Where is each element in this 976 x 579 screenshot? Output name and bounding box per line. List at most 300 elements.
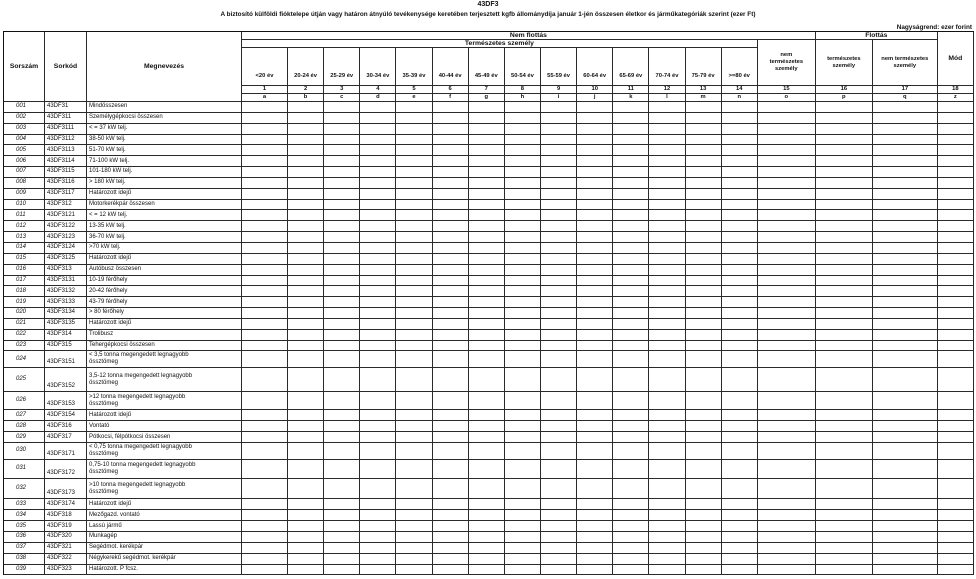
row-megnevezes-text: 13-35 kW telj.	[89, 222, 126, 229]
flottas-termeszetes-value-cell	[816, 189, 873, 200]
age-value-cell	[324, 421, 360, 432]
header-age-group: 25-29 év	[324, 48, 360, 86]
row-sorkod: 43DF3132	[45, 286, 87, 297]
flottas-termeszetes-value-cell	[816, 565, 873, 576]
age-value-cell	[649, 565, 685, 576]
age-value-cell	[324, 102, 360, 113]
flottas-nem-termeszetes-value-cell	[873, 543, 938, 554]
age-value-cell	[613, 156, 649, 167]
flottas-termeszetes-value-cell	[816, 200, 873, 211]
age-value-cell	[324, 319, 360, 330]
age-value-cell	[360, 232, 396, 243]
flottas-termeszetes-value-cell	[816, 124, 873, 135]
flottas-termeszetes-value-cell	[816, 341, 873, 352]
age-value-cell	[541, 368, 577, 392]
age-value-cell	[288, 532, 324, 543]
row-sorszam: 003	[4, 124, 45, 135]
age-value-cell	[396, 554, 432, 565]
row-sorkod: 43DF3117	[45, 189, 87, 200]
age-value-cell	[288, 113, 324, 124]
age-value-cell	[396, 189, 432, 200]
age-value-cell	[577, 308, 613, 319]
row-megnevezes	[87, 145, 242, 156]
header-sorkod: Sorkód	[45, 32, 87, 102]
age-value-cell	[613, 232, 649, 243]
age-value-cell	[649, 308, 685, 319]
age-value-cell	[649, 221, 685, 232]
age-value-cell	[433, 145, 469, 156]
age-value-cell	[433, 297, 469, 308]
age-value-cell	[505, 460, 541, 479]
age-value-cell	[577, 178, 613, 189]
age-value-cell	[686, 510, 722, 521]
age-value-cell	[686, 178, 722, 189]
flottas-nem-termeszetes-value-cell	[873, 124, 938, 135]
age-value-cell	[686, 460, 722, 479]
age-value-cell	[577, 543, 613, 554]
flottas-termeszetes-value-cell	[816, 319, 873, 330]
age-value-cell	[686, 156, 722, 167]
age-value-cell	[242, 432, 288, 443]
mod-value-cell	[938, 410, 974, 421]
age-value-cell	[324, 479, 360, 500]
column-letter: k	[613, 94, 649, 102]
age-value-cell	[360, 554, 396, 565]
age-value-cell	[505, 178, 541, 189]
age-value-cell	[541, 460, 577, 479]
row-sorszam: 017	[4, 276, 45, 287]
age-value-cell	[649, 254, 685, 265]
age-value-cell	[686, 351, 722, 368]
mod-value-cell	[938, 460, 974, 479]
age-value-cell	[360, 410, 396, 421]
nem-termeszetes-value-cell	[758, 265, 816, 276]
age-value-cell	[686, 479, 722, 500]
row-sorkod: 43DF319	[45, 521, 87, 532]
header-nem-termeszetes-szemely-label: nem természetes személy	[769, 52, 804, 72]
age-value-cell	[541, 319, 577, 330]
row-sorkod: 43DF3173	[45, 479, 87, 500]
row-sorkod: 43DF318	[45, 510, 87, 521]
age-value-cell	[613, 178, 649, 189]
age-value-cell	[505, 232, 541, 243]
row-megnevezes	[87, 554, 242, 565]
row-sorszam: 036	[4, 532, 45, 543]
age-value-cell	[360, 330, 396, 341]
mod-value-cell	[938, 167, 974, 178]
column-number: 12	[649, 86, 685, 94]
age-value-cell	[613, 543, 649, 554]
age-value-cell	[469, 221, 505, 232]
mod-value-cell	[938, 521, 974, 532]
nem-termeszetes-value-cell	[758, 113, 816, 124]
column-number: 13	[686, 86, 722, 94]
nem-termeszetes-value-cell	[758, 432, 816, 443]
age-value-cell	[433, 189, 469, 200]
age-value-cell	[396, 265, 432, 276]
nem-termeszetes-value-cell	[758, 330, 816, 341]
age-value-cell	[577, 167, 613, 178]
row-sorszam: 027	[4, 410, 45, 421]
age-value-cell	[577, 319, 613, 330]
age-value-cell	[396, 341, 432, 352]
header-flottas-nem-termeszetes-szemely-label: nem természetes személy	[881, 55, 929, 69]
age-value-cell	[469, 460, 505, 479]
age-value-cell	[577, 368, 613, 392]
nem-termeszetes-value-cell	[758, 189, 816, 200]
age-value-cell	[360, 200, 396, 211]
age-value-cell	[649, 499, 685, 510]
age-value-cell	[288, 167, 324, 178]
age-value-cell	[541, 221, 577, 232]
age-value-cell	[324, 532, 360, 543]
row-sorszam: 021	[4, 319, 45, 330]
row-sorkod: 43DF3121	[45, 210, 87, 221]
age-value-cell	[288, 341, 324, 352]
row-sorkod: 43DF316	[45, 421, 87, 432]
age-value-cell	[396, 330, 432, 341]
flottas-nem-termeszetes-value-cell	[873, 308, 938, 319]
age-value-cell	[649, 232, 685, 243]
age-value-cell	[360, 499, 396, 510]
age-value-cell	[288, 243, 324, 254]
age-value-cell	[686, 276, 722, 287]
age-value-cell	[505, 135, 541, 146]
age-value-cell	[686, 221, 722, 232]
flottas-termeszetes-value-cell	[816, 210, 873, 221]
row-sorszam: 019	[4, 297, 45, 308]
age-value-cell	[577, 460, 613, 479]
flottas-termeszetes-value-cell	[816, 368, 873, 392]
age-value-cell	[396, 124, 432, 135]
row-megnevezes	[87, 286, 242, 297]
flottas-termeszetes-value-cell	[816, 510, 873, 521]
header-age-group: 35-39 év	[396, 48, 432, 86]
header-age-group: 30-34 év	[360, 48, 396, 86]
nem-termeszetes-value-cell	[758, 102, 816, 113]
age-value-cell	[686, 565, 722, 576]
age-value-cell	[469, 167, 505, 178]
age-value-cell	[613, 265, 649, 276]
age-value-cell	[324, 510, 360, 521]
row-megnevezes-text: Határozott idejű	[89, 320, 132, 327]
mod-value-cell	[938, 330, 974, 341]
age-value-cell	[722, 102, 758, 113]
age-value-cell	[433, 351, 469, 368]
age-value-cell	[469, 421, 505, 432]
mod-value-cell	[938, 565, 974, 576]
age-value-cell	[433, 254, 469, 265]
age-value-cell	[613, 410, 649, 421]
flottas-nem-termeszetes-value-cell	[873, 102, 938, 113]
age-value-cell	[577, 330, 613, 341]
row-sorszam: 001	[4, 102, 45, 113]
flottas-termeszetes-value-cell	[816, 135, 873, 146]
age-value-cell	[288, 330, 324, 341]
age-value-cell	[649, 532, 685, 543]
age-value-cell	[360, 421, 396, 432]
row-sorkod: 43DF3154	[45, 410, 87, 421]
age-value-cell	[242, 210, 288, 221]
flottas-nem-termeszetes-value-cell	[873, 113, 938, 124]
age-value-cell	[324, 156, 360, 167]
age-value-cell	[433, 200, 469, 211]
mod-value-cell	[938, 479, 974, 500]
age-value-cell	[288, 200, 324, 211]
age-value-cell	[649, 167, 685, 178]
age-value-cell	[686, 330, 722, 341]
row-sorszam: 009	[4, 189, 45, 200]
nem-termeszetes-value-cell	[758, 124, 816, 135]
age-value-cell	[541, 421, 577, 432]
age-value-cell	[649, 243, 685, 254]
age-value-cell	[541, 479, 577, 500]
age-value-cell	[686, 210, 722, 221]
mod-value-cell	[938, 286, 974, 297]
flottas-nem-termeszetes-value-cell	[873, 410, 938, 421]
age-value-cell	[577, 510, 613, 521]
age-value-cell	[613, 243, 649, 254]
row-megnevezes-text: Motorkerékpár összesen	[89, 201, 155, 208]
row-sorszam: 004	[4, 135, 45, 146]
mod-value-cell	[938, 178, 974, 189]
row-sorszam: 008	[4, 178, 45, 189]
age-value-cell	[288, 410, 324, 421]
age-value-cell	[242, 135, 288, 146]
age-value-cell	[288, 254, 324, 265]
age-value-cell	[469, 565, 505, 576]
row-sorkod: 43DF3172	[45, 460, 87, 479]
header-age-group: 40-44 év	[433, 48, 469, 86]
age-value-cell	[242, 124, 288, 135]
age-value-cell	[613, 276, 649, 287]
age-value-cell	[360, 521, 396, 532]
header-nem-flottas: Nem flottás	[242, 32, 816, 40]
row-sorkod: 43DF314	[45, 330, 87, 341]
age-value-cell	[288, 479, 324, 500]
age-value-cell	[649, 554, 685, 565]
age-value-cell	[242, 330, 288, 341]
age-value-cell	[469, 479, 505, 500]
age-value-cell	[324, 210, 360, 221]
age-value-cell	[396, 254, 432, 265]
nem-termeszetes-value-cell	[758, 443, 816, 460]
age-value-cell	[396, 200, 432, 211]
age-value-cell	[433, 479, 469, 500]
age-value-cell	[396, 113, 432, 124]
age-value-cell	[242, 254, 288, 265]
row-megnevezes-text: 71-100 kW telj.	[89, 157, 130, 164]
age-value-cell	[469, 510, 505, 521]
row-sorszam: 013	[4, 232, 45, 243]
flottas-nem-termeszetes-value-cell	[873, 532, 938, 543]
age-value-cell	[541, 145, 577, 156]
age-value-cell	[613, 286, 649, 297]
column-letter: p	[816, 94, 873, 102]
age-value-cell	[469, 521, 505, 532]
flottas-nem-termeszetes-value-cell	[873, 554, 938, 565]
mod-value-cell	[938, 392, 974, 410]
row-sorkod: 43DF3112	[45, 135, 87, 146]
mod-value-cell	[938, 189, 974, 200]
flottas-termeszetes-value-cell	[816, 443, 873, 460]
age-value-cell	[686, 145, 722, 156]
age-value-cell	[577, 200, 613, 211]
age-value-cell	[242, 510, 288, 521]
age-value-cell	[469, 330, 505, 341]
age-value-cell	[242, 421, 288, 432]
flottas-nem-termeszetes-value-cell	[873, 243, 938, 254]
row-megnevezes	[87, 265, 242, 276]
age-value-cell	[242, 341, 288, 352]
age-value-cell	[686, 135, 722, 146]
age-value-cell	[288, 124, 324, 135]
age-value-cell	[242, 102, 288, 113]
age-value-cell	[613, 308, 649, 319]
age-value-cell	[505, 510, 541, 521]
header-age-group: 45-49 év	[469, 48, 505, 86]
age-value-cell	[577, 210, 613, 221]
row-sorkod: 43DF322	[45, 554, 87, 565]
column-letter: h	[505, 94, 541, 102]
age-value-cell	[686, 368, 722, 392]
column-number: 1	[242, 86, 288, 94]
age-value-cell	[686, 521, 722, 532]
age-value-cell	[722, 276, 758, 287]
age-value-cell	[541, 510, 577, 521]
age-value-cell	[505, 286, 541, 297]
flottas-nem-termeszetes-value-cell	[873, 254, 938, 265]
mod-value-cell	[938, 554, 974, 565]
mod-value-cell	[938, 243, 974, 254]
header-age-group: 55-59 év	[541, 48, 577, 86]
column-letter: j	[577, 94, 613, 102]
age-value-cell	[722, 392, 758, 410]
age-value-cell	[433, 421, 469, 432]
age-value-cell	[242, 443, 288, 460]
age-value-cell	[396, 145, 432, 156]
age-value-cell	[469, 232, 505, 243]
mod-value-cell	[938, 510, 974, 521]
age-value-cell	[324, 410, 360, 421]
age-value-cell	[469, 410, 505, 421]
header-age-group: 60-64 év	[577, 48, 613, 86]
column-letter: e	[396, 94, 432, 102]
age-value-cell	[324, 521, 360, 532]
row-sorszam: 016	[4, 265, 45, 276]
row-sorszam: 018	[4, 286, 45, 297]
row-sorkod: 43DF3133	[45, 297, 87, 308]
age-value-cell	[360, 460, 396, 479]
age-value-cell	[288, 319, 324, 330]
age-value-cell	[577, 392, 613, 410]
flottas-termeszetes-value-cell	[816, 145, 873, 156]
age-value-cell	[649, 189, 685, 200]
age-value-cell	[649, 368, 685, 392]
age-value-cell	[396, 351, 432, 368]
row-megnevezes-text: Mindösszesen	[89, 103, 128, 110]
flottas-termeszetes-value-cell	[816, 221, 873, 232]
mod-value-cell	[938, 532, 974, 543]
flottas-nem-termeszetes-value-cell	[873, 479, 938, 500]
age-value-cell	[242, 145, 288, 156]
age-value-cell	[396, 156, 432, 167]
row-megnevezes-text: >12 tonna megengedett legnagyobb össztömeg	[89, 393, 186, 407]
age-value-cell	[396, 135, 432, 146]
row-megnevezes-text: 43-79 férőhely	[89, 298, 128, 305]
age-value-cell	[649, 410, 685, 421]
age-value-cell	[541, 499, 577, 510]
nem-termeszetes-value-cell	[758, 308, 816, 319]
age-value-cell	[577, 113, 613, 124]
flottas-termeszetes-value-cell	[816, 460, 873, 479]
row-megnevezes	[87, 368, 242, 392]
age-value-cell	[722, 308, 758, 319]
age-value-cell	[541, 200, 577, 211]
age-value-cell	[613, 460, 649, 479]
age-value-cell	[505, 243, 541, 254]
age-value-cell	[686, 254, 722, 265]
row-sorkod: 43DF3125	[45, 254, 87, 265]
row-megnevezes	[87, 135, 242, 146]
age-value-cell	[649, 341, 685, 352]
row-megnevezes-text: Segédmot. kerékpár	[89, 544, 144, 551]
row-megnevezes	[87, 189, 242, 200]
mod-value-cell	[938, 145, 974, 156]
age-value-cell	[288, 276, 324, 287]
age-value-cell	[360, 156, 396, 167]
row-megnevezes	[87, 102, 242, 113]
age-value-cell	[396, 410, 432, 421]
row-megnevezes-text: Négykerekű segédmot. kerékpár	[89, 555, 176, 562]
age-value-cell	[541, 232, 577, 243]
age-value-cell	[649, 156, 685, 167]
row-sorszam: 037	[4, 543, 45, 554]
column-letter: f	[433, 94, 469, 102]
row-sorkod: 43DF3122	[45, 221, 87, 232]
column-number: 4	[360, 86, 396, 94]
age-value-cell	[541, 210, 577, 221]
row-sorszam: 010	[4, 200, 45, 211]
row-sorkod: 43DF3116	[45, 178, 87, 189]
row-megnevezes-text: Mezőgazd. vontató	[89, 511, 140, 518]
age-value-cell	[242, 479, 288, 500]
column-number: 14	[722, 86, 758, 94]
flottas-termeszetes-value-cell	[816, 113, 873, 124]
age-value-cell	[722, 156, 758, 167]
column-number: 18	[938, 86, 974, 94]
nem-termeszetes-value-cell	[758, 499, 816, 510]
age-value-cell	[505, 443, 541, 460]
age-value-cell	[360, 341, 396, 352]
age-value-cell	[433, 286, 469, 297]
age-value-cell	[469, 351, 505, 368]
age-value-cell	[613, 443, 649, 460]
age-value-cell	[722, 319, 758, 330]
age-value-cell	[433, 565, 469, 576]
age-value-cell	[288, 351, 324, 368]
row-megnevezes-text: >10 tonna megengedett legnagyobb össztömeg	[89, 481, 186, 495]
age-value-cell	[722, 178, 758, 189]
column-letter: g	[469, 94, 505, 102]
row-megnevezes-text: < 0,75 tonna megengedett legnagyobb össztömeg	[89, 443, 192, 457]
column-letter: n	[722, 94, 758, 102]
row-sorszam: 007	[4, 167, 45, 178]
age-value-cell	[613, 421, 649, 432]
age-value-cell	[242, 178, 288, 189]
nem-termeszetes-value-cell	[758, 565, 816, 576]
flottas-nem-termeszetes-value-cell	[873, 565, 938, 576]
